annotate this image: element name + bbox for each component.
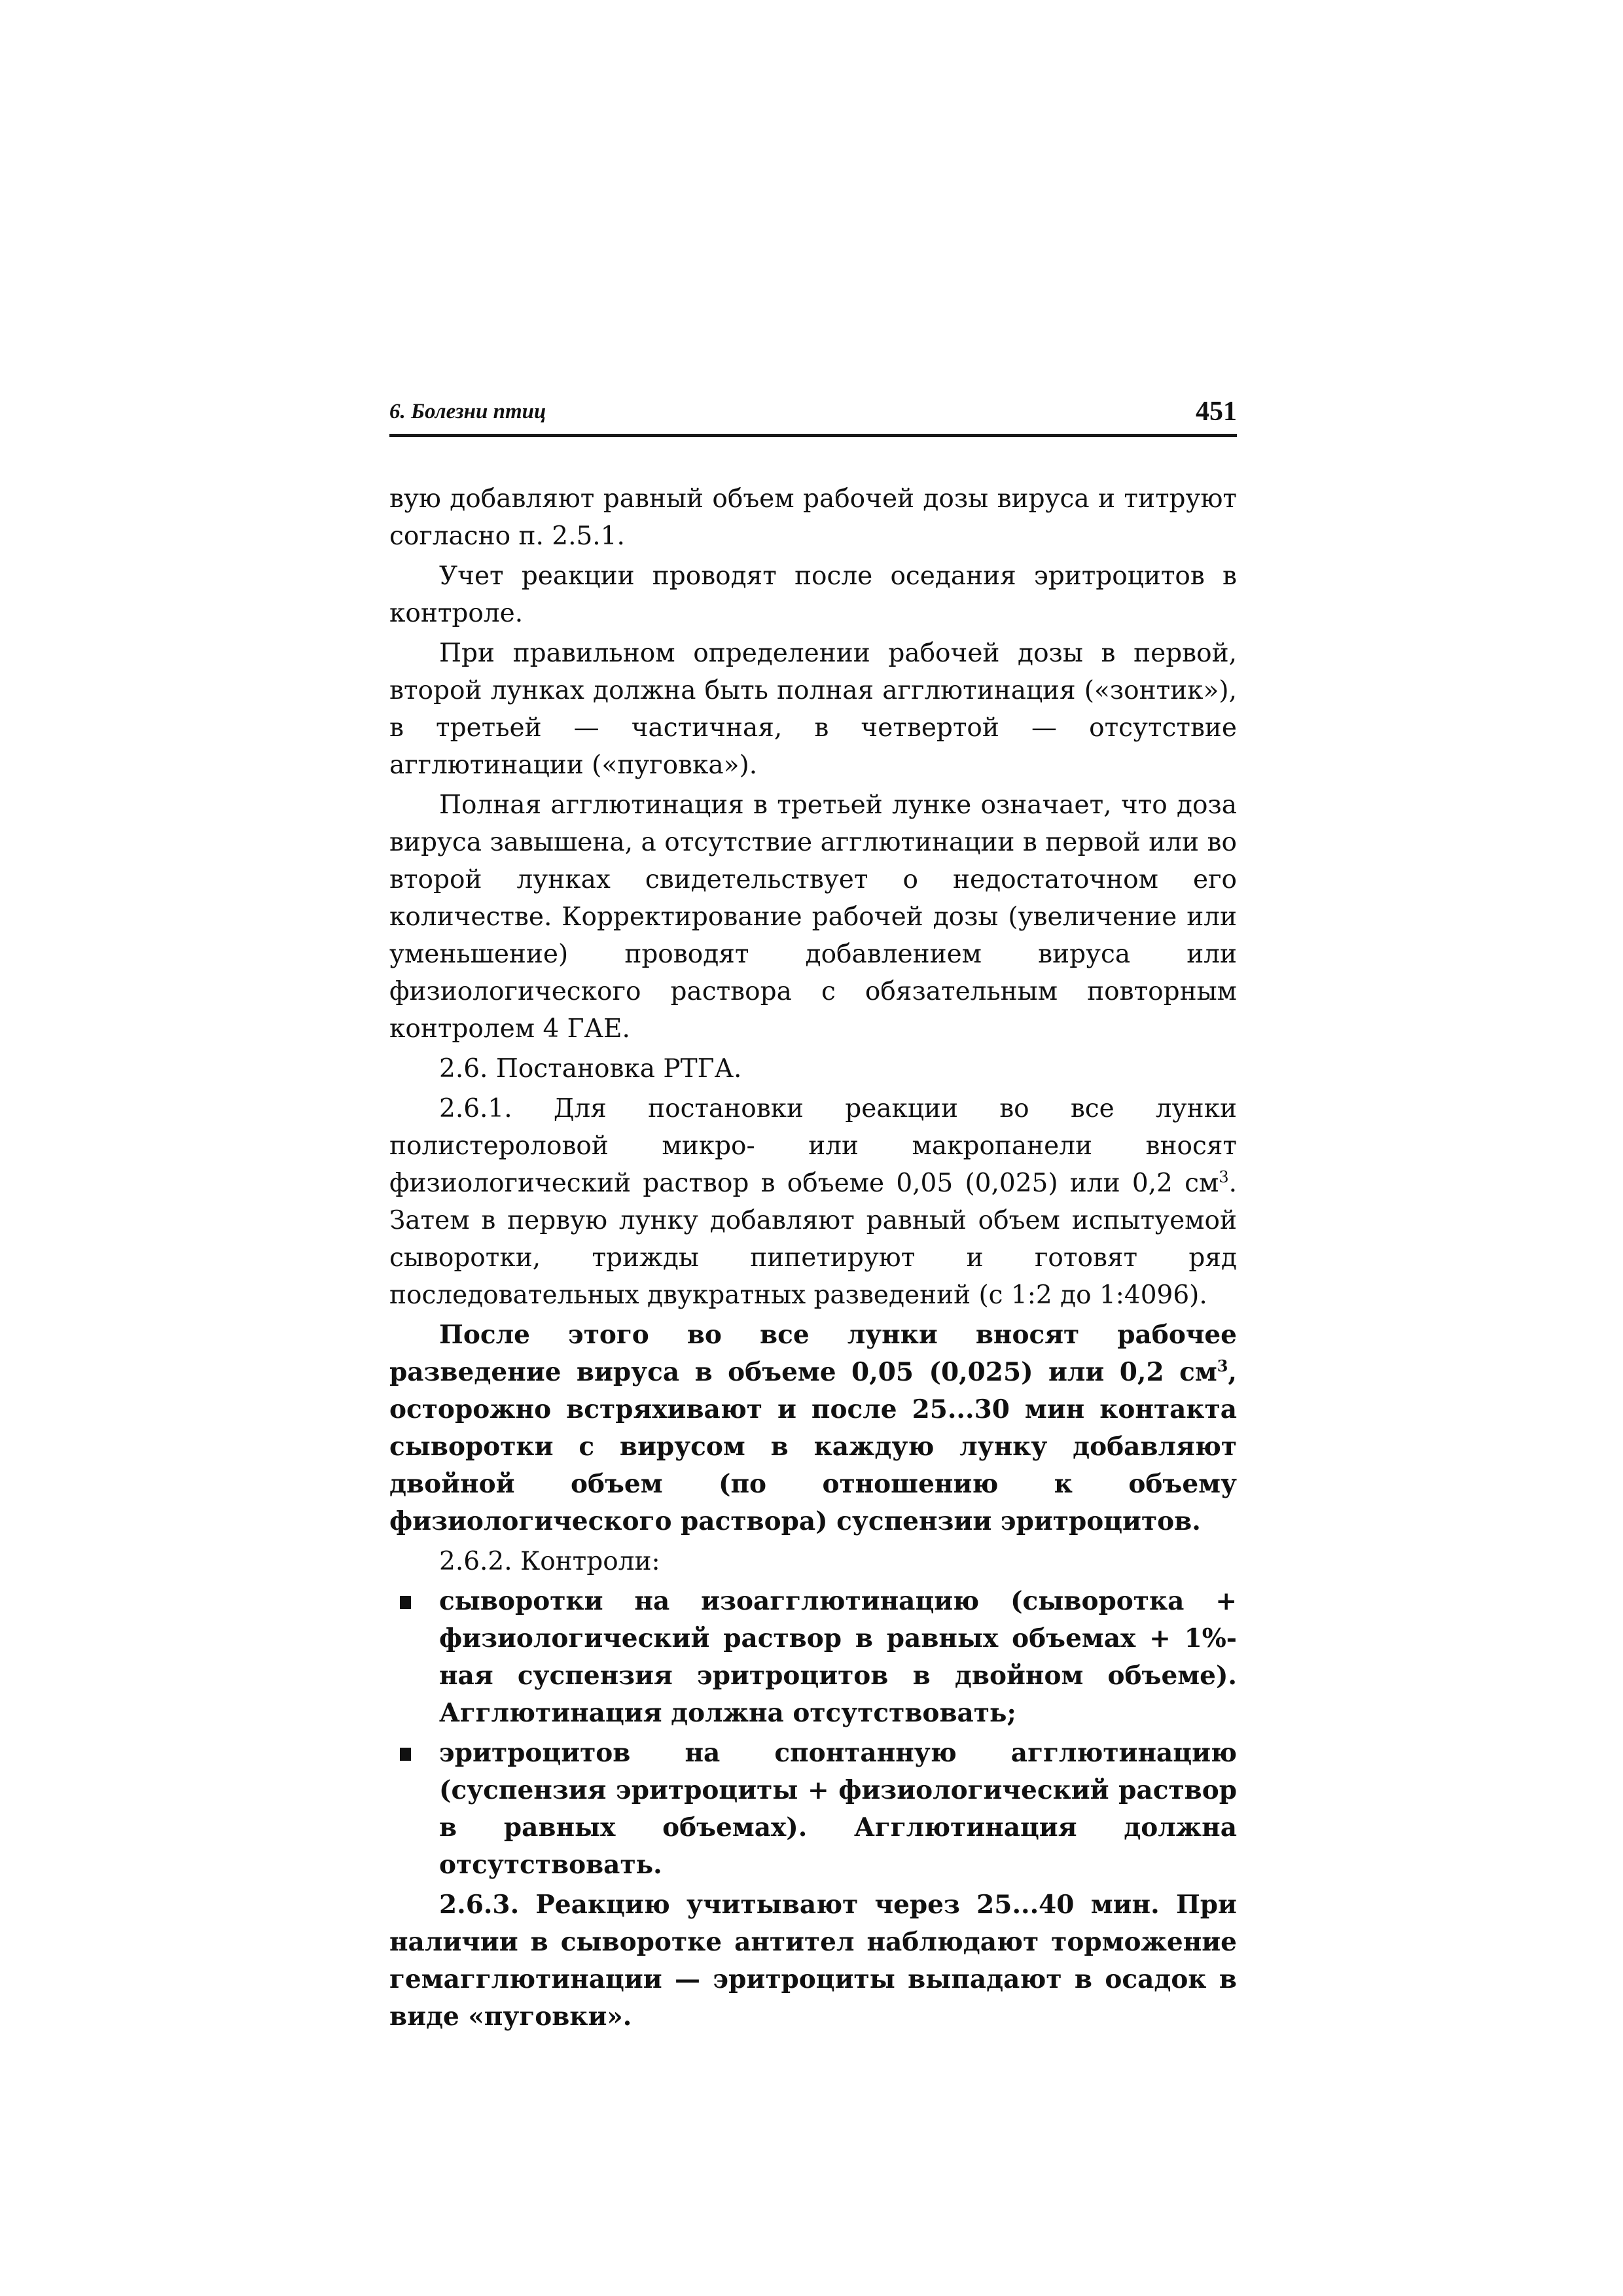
superscript-3: 3	[1217, 1356, 1228, 1375]
body-text	[389, 480, 1237, 2036]
paragraph-2-6-1-text-end: . Затем в первую лунку добавляют равный объем испытуемой сыворотки, трижды пипетируют и готовят ряд последовательных двукратных разведений (с 1:2 до 1:4096).	[389, 1169, 1237, 1310]
paragraph-2-6-3: 2.6.3. Реакцию учитывают через 25...40 мин. При наличии в сыворотке антител наблюдают торможение гемагглютинации — эритроциты выпадают в осадок в виде «пуговки».	[389, 1890, 1237, 2032]
list-item-text: эритроцитов на спонтанную агглютинацию (суспензия эритроциты + физиологический раствор в равных объемах). Агглютинация должна отсутствовать.	[439, 1738, 1237, 1880]
running-head	[389, 396, 1237, 437]
list-item	[389, 1735, 1237, 1884]
square-bullet-icon	[400, 1748, 411, 1761]
section-heading-2-6: 2.6. Постановка РТГА.	[439, 1054, 742, 1084]
paragraph-virus-addition-text: После этого во все лунки вносят рабочее разведение вируса в объеме 0,05 (0,025) или 0,2 см	[389, 1320, 1237, 1387]
controls-list	[389, 1583, 1237, 1884]
superscript-3: 3	[1219, 1168, 1229, 1186]
paragraph-reaction-count: Учет реакции проводят после оседания эритроцитов в контроле.	[389, 561, 1237, 628]
paragraph-dose-correction: Полная агглютинация в третьей лунке означает, что доза вируса завышена, а отсутствие агглютинации в первой или во второй лунках свидетельствует о недостаточном его количестве. Корректирование рабочей дозы (увеличение или уменьшение) проводят добавлением вируса или физиологического раствора с обязательным повторным контролем 4 ГАЕ.	[389, 790, 1237, 1044]
chapter-title: 6. Болезни птиц	[389, 400, 546, 423]
paragraph-virus-addition-text-end: , осторожно встряхивают и после 25...30 мин контакта сыворотки с вирусом в каждую лунку добавляют двойной объем (по отношению к объему физиологического раствора) суспензии эритроцитов.	[389, 1357, 1237, 1536]
book-page	[389, 396, 1237, 2038]
paragraph-continuation: вую добавляют равный объем рабочей дозы вируса и титруют согласно п. 2.5.1.	[389, 484, 1237, 551]
paragraph-virus-addition	[389, 1316, 1237, 1540]
page-number: 451	[1196, 397, 1237, 427]
square-bullet-icon	[400, 1596, 411, 1609]
section-heading-2-6-2: 2.6.2. Контроли:	[439, 1547, 660, 1576]
paragraph-working-dose: При правильном определении рабочей дозы в первой, второй лунках должна быть полная агглютинация («зонтик»), в третьей — частичная, в четвертой — отсутствие агглютинации («пуговка»).	[389, 639, 1237, 780]
list-item-text: сыворотки на изоагглютинацию (сыворотка + физиологический раствор в равных объемах + 1%-ная суспензия эритроцитов в двойном объеме). Агглютинация должна отсутствовать;	[439, 1586, 1237, 1728]
paragraph-2-6-1	[389, 1090, 1237, 1314]
list-item	[389, 1583, 1237, 1732]
paragraph-2-6-1-text: 2.6.1. Для постановки реакции во все лунки полистероловой микро- или макропанели вносят физиологический раствор в объеме 0,05 (0,025) или 0,2 см	[389, 1094, 1237, 1198]
